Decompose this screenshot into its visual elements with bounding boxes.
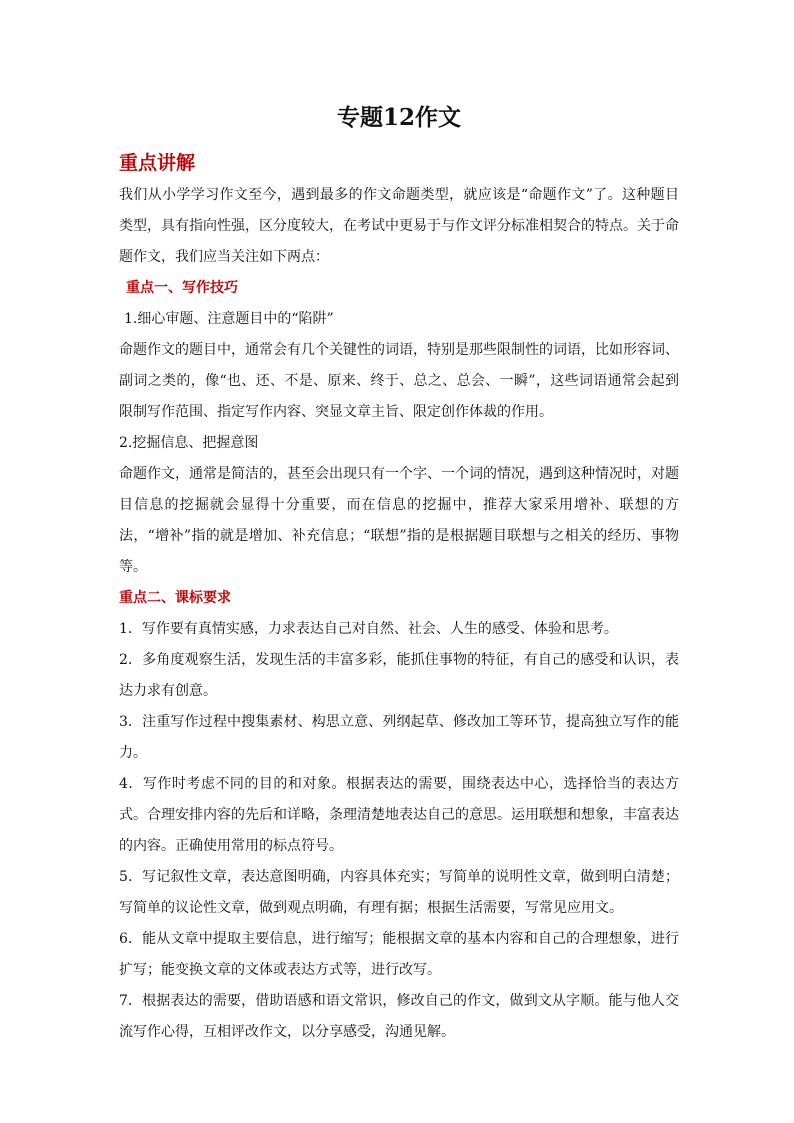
section-heading-key-points: 重点讲解 bbox=[119, 152, 196, 174]
document-page bbox=[119, 100, 679, 1048]
tip1-text: 命题作文的题目中，通常会有几个关键性的词语，特别是那些限制性的词语，比如形容词、副词之类的，像“也、还、不是、原来、终于、总之、总会、一瞬”，这些词语通常会起到限制写作范围、指定写作内容、突显文章主旨、限定创作体裁的作用。 bbox=[119, 342, 679, 420]
tip1-title: 1.细心审题、注意题目中的“陷阱” bbox=[124, 311, 334, 327]
list-item: 7．根据表达的需要，借助语感和语文常识，修改自己的作文，做到文从字顺。能与他人交流写作心得，互相评改作文，以分享感受，沟通见解。 bbox=[119, 993, 679, 1040]
list-item: 4．写作时考虑不同的目的和对象。根据表达的需要，围绕表达中心，选择恰当的表达方式。合理安排内容的先后和详略，条理清楚地表达自己的意思。运用联想和想象，丰富表达的内容。正确使用常用的标点符号。 bbox=[119, 776, 679, 854]
list-item: 2．多角度观察生活，发现生活的丰富多彩，能抓住事物的特征，有自己的感受和认识，表达力求有创意。 bbox=[119, 652, 679, 699]
tip2-text: 命题作文，通常是简洁的，甚至会出现只有一个字、一个词的情况，遇到这种情况时，对题目信息的挖掘就会显得十分重要，而在信息的挖掘中，推荐大家采用增补、联想的方法，“增补”指的就是增加、补充信息；“联想”指的是根据题目联想与之相关的经历、事物等。 bbox=[119, 466, 679, 575]
list-item: 1．写作要有真情实感，力求表达自己对自然、社会、人生的感受、体验和思考。 bbox=[119, 621, 618, 637]
document-title: 专题12作文 bbox=[336, 104, 461, 131]
list-item: 5．写记叙性文章，表达意图明确，内容具体充实；写简单的说明性文章，做到明白清楚；写简单的议论性文章，做到观点明确，有理有据；根据生活需要，写常见应用文。 bbox=[119, 869, 679, 916]
intro-paragraph: 我们从小学学习作文至今，遇到最多的作文命题类型，就应该是“命题作文”了。这种题目类型，具有指向性强，区分度较大，在考试中更易于与作文评分标准相契合的特点。关于命题作文，我们应当关注如下两点： bbox=[119, 187, 679, 265]
curriculum-requirements-list bbox=[119, 614, 679, 1048]
point2-heading: 重点二、课标要求 bbox=[119, 590, 231, 606]
tip2-title: 2.挖掘信息、把握意图 bbox=[119, 435, 259, 451]
list-item: 3．注重写作过程中搜集素材、构思立意、列纲起草、修改加工等环节，提高独立写作的能力。 bbox=[119, 714, 679, 761]
point1-heading: 重点一、写作技巧 bbox=[126, 280, 238, 296]
list-item: 6．能从文章中提取主要信息，进行缩写；能根据文章的基本内容和自己的合理想象，进行扩写；能变换文章的文体或表达方式等，进行改写。 bbox=[119, 931, 679, 978]
